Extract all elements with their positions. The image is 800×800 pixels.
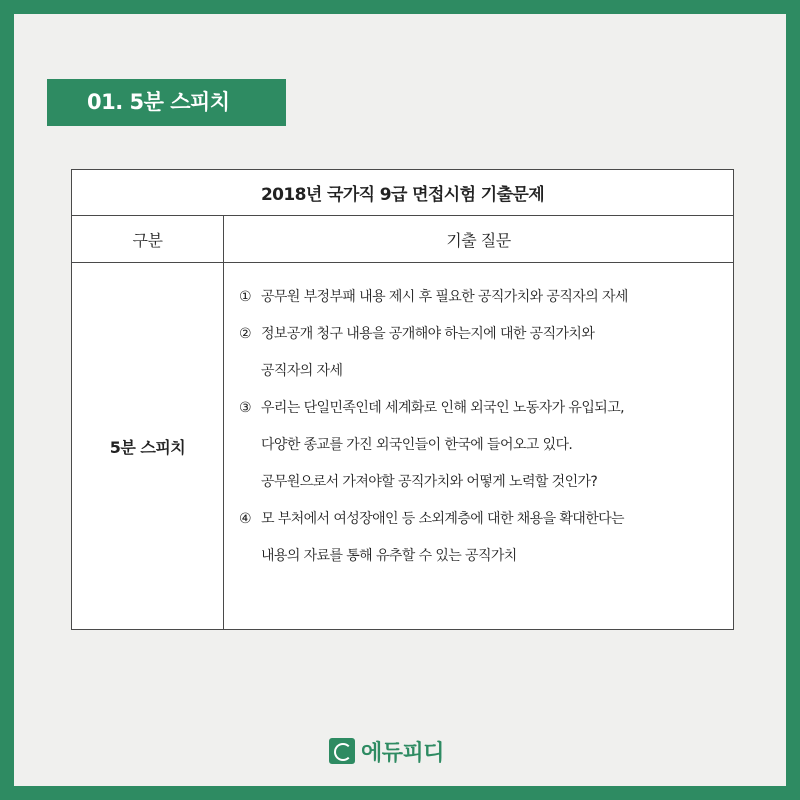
questions-cell (224, 263, 734, 630)
question-number: ④ (239, 511, 251, 527)
question-item-4 (239, 501, 733, 575)
question-line (239, 390, 733, 427)
question-item-1 (239, 279, 733, 316)
question-number: ① (239, 289, 251, 305)
question-text: 공무원 부정부패 내용 제시 후 필요한 공직가치와 공직자의 자세 (261, 289, 628, 305)
question-line (239, 501, 733, 538)
category-header: 구분 (72, 216, 224, 263)
question-item-3 (239, 390, 733, 501)
section-title-badge: 01. 5분 스피치 (47, 79, 286, 126)
question-text-continued: 공직자의 자세 (261, 363, 343, 379)
question-number: ② (239, 326, 251, 342)
category-cell: 5분 스피치 (72, 263, 224, 630)
questions-header: 기출 질문 (224, 216, 734, 263)
question-text-continued: 다양한 종교를 가진 외국인들이 한국에 들어오고 있다. (261, 437, 573, 453)
question-text: 정보공개 청구 내용을 공개해야 하는지에 대한 공직가치와 (261, 326, 595, 342)
question-text-continued: 내용의 자료를 통해 유추할 수 있는 공직가치 (261, 548, 517, 564)
brand-name: 에듀피디 (361, 740, 445, 766)
question-table (71, 169, 734, 630)
question-text-continued: 공무원으로서 가져야할 공직가치와 어떻게 노력할 것인가? (261, 474, 598, 490)
question-text: 모 부처에서 여성장애인 등 소외계층에 대한 채용을 확대한다는 (261, 511, 624, 527)
question-item-2 (239, 316, 733, 390)
question-number: ③ (239, 400, 251, 416)
table-title: 2018년 국가직 9급 면접시험 기출문제 (72, 170, 734, 216)
brand-logo (329, 737, 444, 765)
question-line (239, 279, 733, 316)
question-text: 우리는 단일민족인데 세계화로 인해 외국인 노동자가 유입되고, (261, 400, 624, 416)
edupd-logo-icon (329, 738, 355, 764)
question-line (239, 316, 733, 353)
